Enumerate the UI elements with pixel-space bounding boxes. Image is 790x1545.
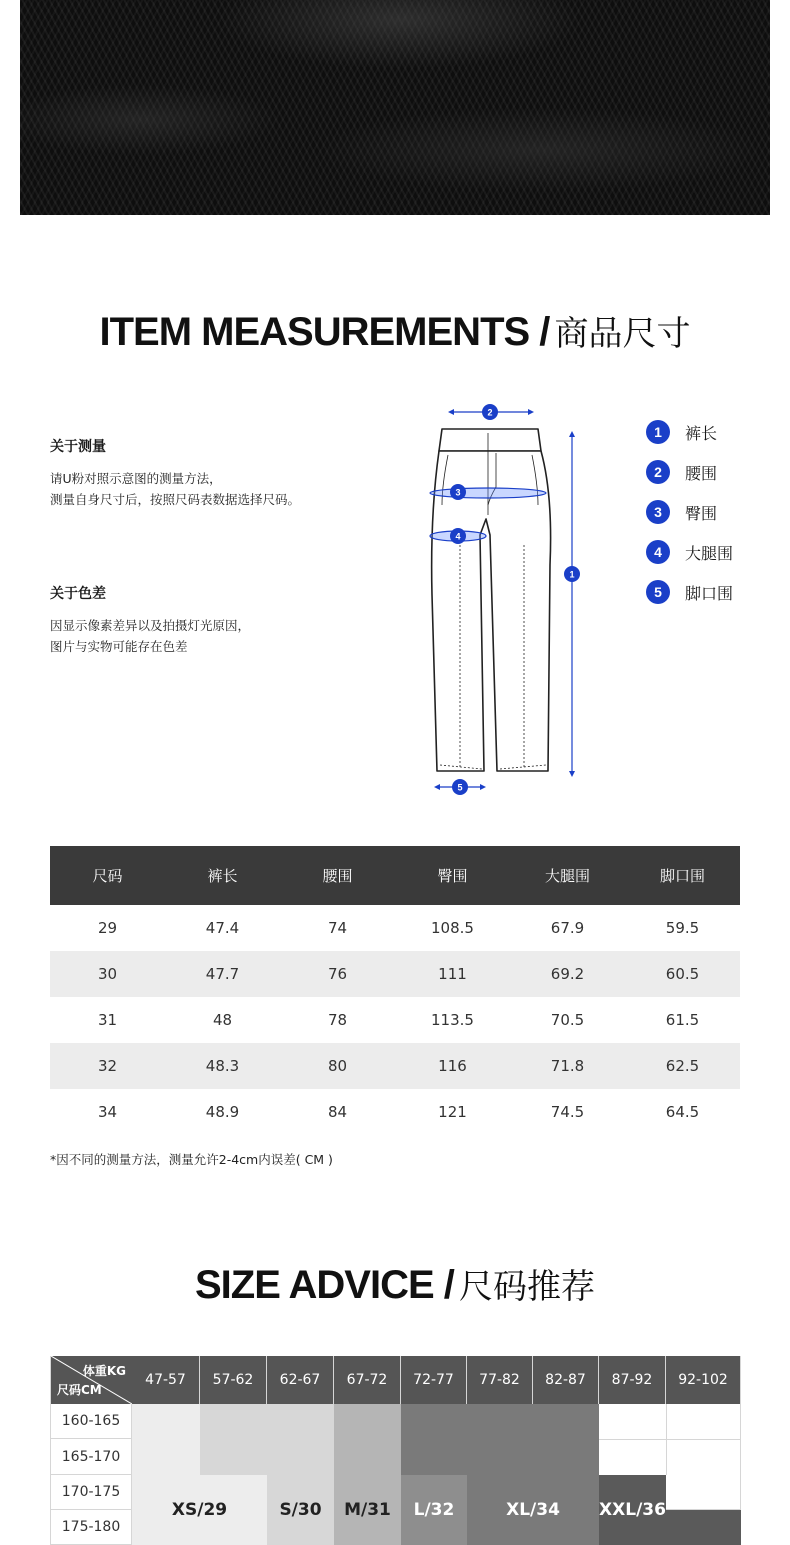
table-cell: 74 bbox=[327, 919, 348, 937]
weight-column-header: 82-87 bbox=[533, 1356, 599, 1404]
legend-number-icon: 1 bbox=[646, 420, 670, 444]
table-cell: 60.5 bbox=[625, 951, 740, 997]
table-cell: 31 bbox=[97, 1011, 118, 1029]
pants-outline-icon bbox=[432, 429, 551, 771]
table-cell: 47.7 bbox=[165, 951, 280, 997]
column-header: 脚口围 bbox=[625, 846, 740, 905]
grid-line bbox=[740, 1404, 741, 1510]
measurements-title-zh: 商品尺寸 bbox=[554, 314, 691, 354]
advice-title-en: SIZE ADVICE / bbox=[195, 1263, 454, 1307]
weight-column-header: 57-62 bbox=[200, 1356, 267, 1404]
column-header: 腰围 bbox=[280, 846, 395, 905]
table-cell: 84 bbox=[327, 1103, 348, 1121]
marker-2-label: 2 bbox=[487, 407, 493, 418]
size-label-l: L/32 bbox=[413, 1500, 455, 1520]
table-cell: 48.9 bbox=[205, 1103, 240, 1121]
table-cell: 111 bbox=[395, 951, 510, 997]
table-cell: 29 bbox=[97, 919, 118, 937]
table-cell: 113.5 bbox=[431, 1011, 474, 1029]
column-header: 尺码 bbox=[50, 846, 165, 905]
weight-column-header: 77-82 bbox=[467, 1356, 533, 1404]
size-label-s: S/30 bbox=[279, 1500, 322, 1520]
weight-column-header: 47-57 bbox=[132, 1356, 200, 1404]
table-row bbox=[50, 997, 740, 1043]
table-cell: 74.5 bbox=[550, 1103, 585, 1121]
column-header: 臀围 bbox=[395, 846, 510, 905]
height-row-header: 170-175 bbox=[51, 1475, 132, 1510]
table-cell: 70.5 bbox=[550, 1011, 585, 1029]
measurement-note-line: 测量自身尺寸后，按照尺码表数据选择尺码。 bbox=[50, 492, 301, 507]
legend-number-icon: 5 bbox=[646, 580, 670, 604]
height-row-header: 175-180 bbox=[51, 1510, 132, 1545]
legend-label: 大腿围 bbox=[685, 543, 734, 563]
height-row-header: 165-170 bbox=[51, 1439, 132, 1475]
table-cell: 108.5 bbox=[431, 919, 474, 937]
table-cell: 32 bbox=[50, 1043, 165, 1089]
table-row bbox=[50, 905, 740, 951]
legend-label: 脚口围 bbox=[685, 583, 734, 603]
legend-item bbox=[646, 532, 733, 572]
fabric-texture-image bbox=[20, 0, 770, 215]
table-cell: 48.3 bbox=[165, 1043, 280, 1089]
legend-label: 裤长 bbox=[685, 423, 718, 443]
table-cell: 76 bbox=[280, 951, 395, 997]
table-cell: 116 bbox=[395, 1043, 510, 1089]
marker-1-label: 1 bbox=[569, 569, 575, 580]
table-row bbox=[50, 951, 740, 997]
table-cell: 30 bbox=[50, 951, 165, 997]
size-label-xs: XS/29 bbox=[171, 1500, 228, 1520]
advice-title bbox=[0, 1259, 790, 1308]
size-region-xl-top bbox=[401, 1404, 599, 1475]
grid-line bbox=[666, 1404, 667, 1475]
table-header-row bbox=[50, 846, 740, 905]
measurements-title bbox=[0, 306, 790, 355]
color-note-line: 因显示像素差异以及拍摄灯光原因， bbox=[50, 618, 251, 633]
size-advice-grid bbox=[50, 1356, 740, 1545]
grid-line bbox=[599, 1439, 741, 1440]
weight-column-header: 92-102 bbox=[666, 1356, 741, 1404]
table-cell: 121 bbox=[438, 1103, 467, 1121]
table-cell: 64.5 bbox=[665, 1103, 700, 1121]
size-region-xxl-white bbox=[666, 1475, 741, 1510]
table-cell: 71.8 bbox=[510, 1043, 625, 1089]
marker-3-label: 3 bbox=[455, 487, 461, 498]
legend-item bbox=[646, 492, 733, 532]
color-note-line: 图片与实物可能存在色差 bbox=[50, 639, 188, 654]
weight-column-header: 72-77 bbox=[401, 1356, 467, 1404]
advice-title-zh: 尺码推荐 bbox=[459, 1267, 595, 1307]
weight-column-header: 67-72 bbox=[334, 1356, 401, 1404]
measurement-legend bbox=[646, 412, 733, 612]
size-label-xl: XL/34 bbox=[506, 1500, 560, 1520]
table-cell: 34 bbox=[97, 1103, 118, 1121]
pants-diagram bbox=[420, 395, 620, 805]
size-measurement-table bbox=[50, 846, 740, 1135]
color-note bbox=[50, 583, 380, 657]
color-note-title: 关于色差 bbox=[50, 586, 106, 602]
height-row-header: 160-165 bbox=[51, 1404, 132, 1439]
legend-number-icon: 4 bbox=[646, 540, 670, 564]
table-row bbox=[50, 1043, 740, 1089]
table-row bbox=[50, 1089, 740, 1135]
table-cell: 67.9 bbox=[550, 919, 585, 937]
measurement-footnote: *因不同的测量方法，测量允许2-4cm内误差( CM ) bbox=[50, 1152, 333, 1167]
column-header: 裤长 bbox=[165, 846, 280, 905]
table-cell: 62.5 bbox=[625, 1043, 740, 1089]
measurement-note bbox=[50, 436, 380, 510]
marker-5-label: 5 bbox=[457, 782, 463, 793]
weight-axis-label: 体重KG bbox=[82, 1364, 126, 1378]
size-label-xxl: XXL/36 bbox=[599, 1500, 666, 1520]
table-cell: 69.2 bbox=[510, 951, 625, 997]
weight-column-header: 87-92 bbox=[599, 1356, 666, 1404]
measurement-note-line: 请U粉对照示意图的测量方法， bbox=[50, 471, 222, 486]
measurements-title-en: ITEM MEASUREMENTS / bbox=[99, 310, 550, 354]
height-axis-label: 尺码CM bbox=[57, 1383, 102, 1397]
legend-label: 腰围 bbox=[685, 463, 718, 483]
size-label-m: M/31 bbox=[344, 1500, 391, 1520]
legend-number-icon: 3 bbox=[646, 500, 670, 524]
table-cell: 61.5 bbox=[665, 1011, 700, 1029]
legend-item bbox=[646, 572, 733, 612]
legend-item bbox=[646, 452, 733, 492]
table-cell: 48 bbox=[212, 1011, 233, 1029]
marker-4-label: 4 bbox=[455, 531, 461, 542]
weight-column-header: 62-67 bbox=[267, 1356, 334, 1404]
legend-item bbox=[646, 412, 733, 452]
table-cell: 59.5 bbox=[665, 919, 700, 937]
column-header: 大腿围 bbox=[510, 846, 625, 905]
grid-corner-header bbox=[51, 1356, 132, 1404]
size-region-s-upper bbox=[200, 1404, 267, 1475]
legend-number-icon: 2 bbox=[646, 460, 670, 484]
table-cell: 78 bbox=[327, 1011, 348, 1029]
legend-label: 臀围 bbox=[685, 503, 718, 523]
table-cell: 80 bbox=[280, 1043, 395, 1089]
measurement-note-title: 关于测量 bbox=[50, 439, 106, 455]
table-cell: 47.4 bbox=[205, 919, 240, 937]
